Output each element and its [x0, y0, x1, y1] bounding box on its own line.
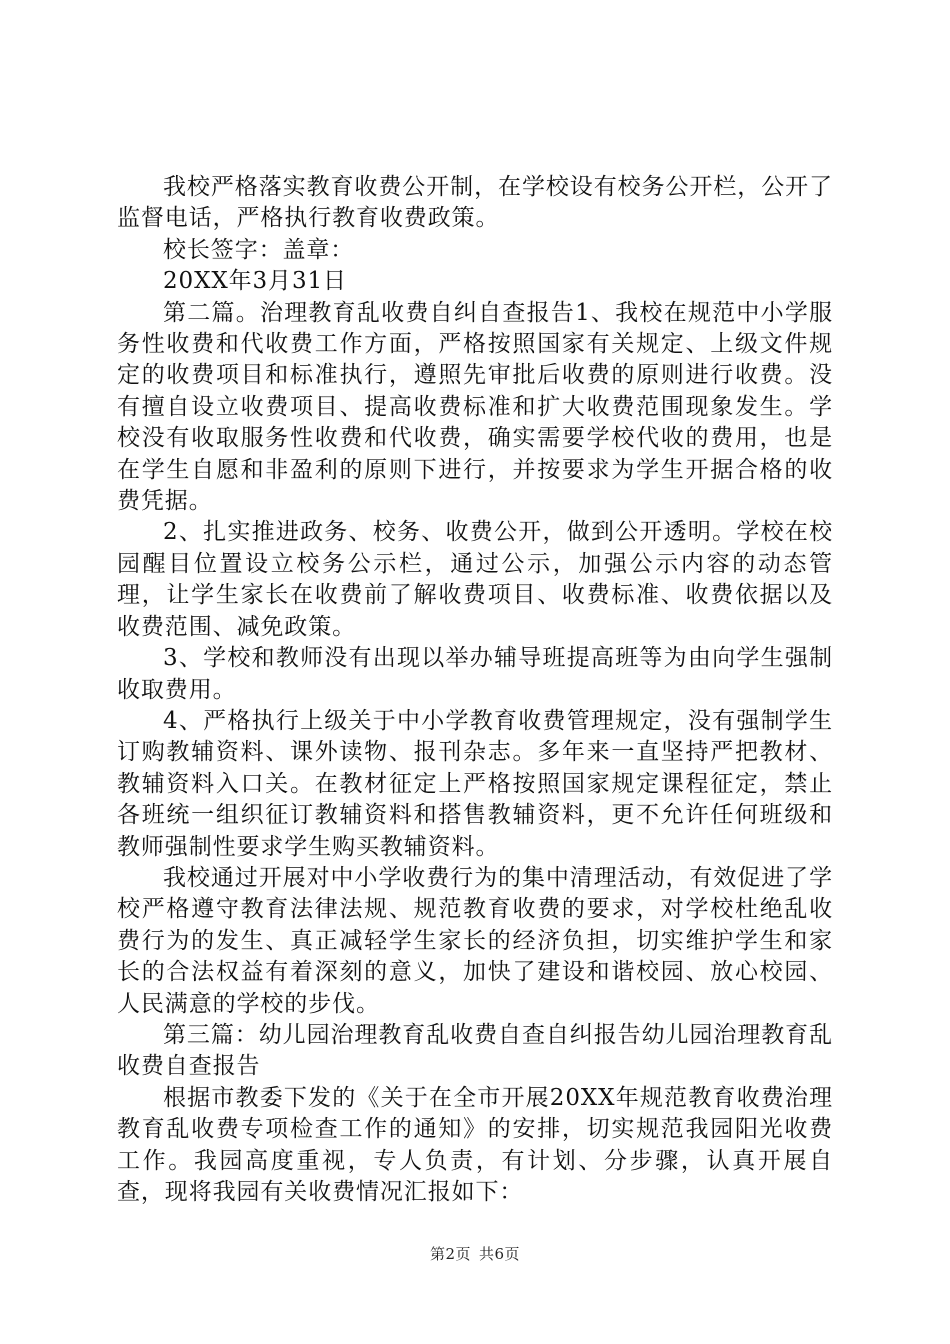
paragraph-item-3: 3、学校和教师没有出现以举办辅导班提高班等为由向学生强制收取费用。 — [117, 645, 833, 703]
paragraph-part-three-title: 第三篇：幼儿园治理教育乱收费自查自纠报告幼儿园治理教育乱收费自查报告 — [117, 1021, 833, 1080]
paragraph-item-2: 2、扎实推进政务、校务、收费公开，做到公开透明。学校在校园醒目位置设立校务公示栏，通过公示，加强公示内容的动态管理，让学生家长在收费前了解收费项目、收费标准、收费依据以及收费范围、减免政策。 — [117, 519, 833, 640]
page-number: 第2页 — [429, 1245, 471, 1263]
paragraph-part-three-intro: 根据市教委下发的《关于在全市开展20XX年规范教育收费治理教育乱收费专项检查工作的通知》的安排，切实规范我园阳光收费工作。我园高度重视，专人负责，有计划、分步骤，认真开展自查，现将我园有关收费情况汇报如下： — [117, 1084, 833, 1205]
paragraph-item-4: 4、严格执行上级关于中小学教育收费管理规定，没有强制学生订购教辅资料、课外读物、报刊杂志。多年来一直坚持严把教材、教辅资料入口关。在教材征定上严格按照国家规定课程征定，禁止各班统一组织征订教辅资料和搭售教辅资料，更不允许任何班级和教师强制性要求学生购买教辅资料。 — [117, 707, 833, 860]
page-total: 共6页 — [479, 1245, 521, 1263]
paragraph-date: 20XX年3月31日 — [163, 268, 347, 295]
paragraph-part-two: 第二篇。治理教育乱收费自纠自查报告1、我校在规范中小学服务性收费和代收费工作方面，严格按照国家有关规定、上级文件规定的收费项目和标准执行，遵照先审批后收费的原则进行收费。没有擅自设立收费项目、提高收费标准和扩大收费范围现象发生。学校没有收取服务性收费和代收费，确实需要学校代收的费用，也是在学生自愿和非盈利的原则下进行，并按要求为学生开据合格的收费凭据。 — [117, 299, 833, 515]
paragraph-fee-disclosure: 我校严格落实教育收费公开制，在学校设有校务公开栏，公开了监督电话，严格执行教育收费政策。 — [117, 174, 833, 232]
paragraph-signature: 校长签字：盖章： — [163, 236, 355, 263]
page-footer — [0, 1243, 950, 1264]
document-body — [117, 172, 833, 1208]
paragraph-summary: 我校通过开展对中小学收费行为的集中清理活动，有效促进了学校严格遵守教育法律法规、规范教育收费的要求，对学校杜绝乱收费行为的发生、真正减轻学生家长的经济负担，切实维护学生和家长的合法权益有着深刻的意义，加快了建设和谐校园、放心校园、人民满意的学校的步伐。 — [117, 864, 833, 1017]
